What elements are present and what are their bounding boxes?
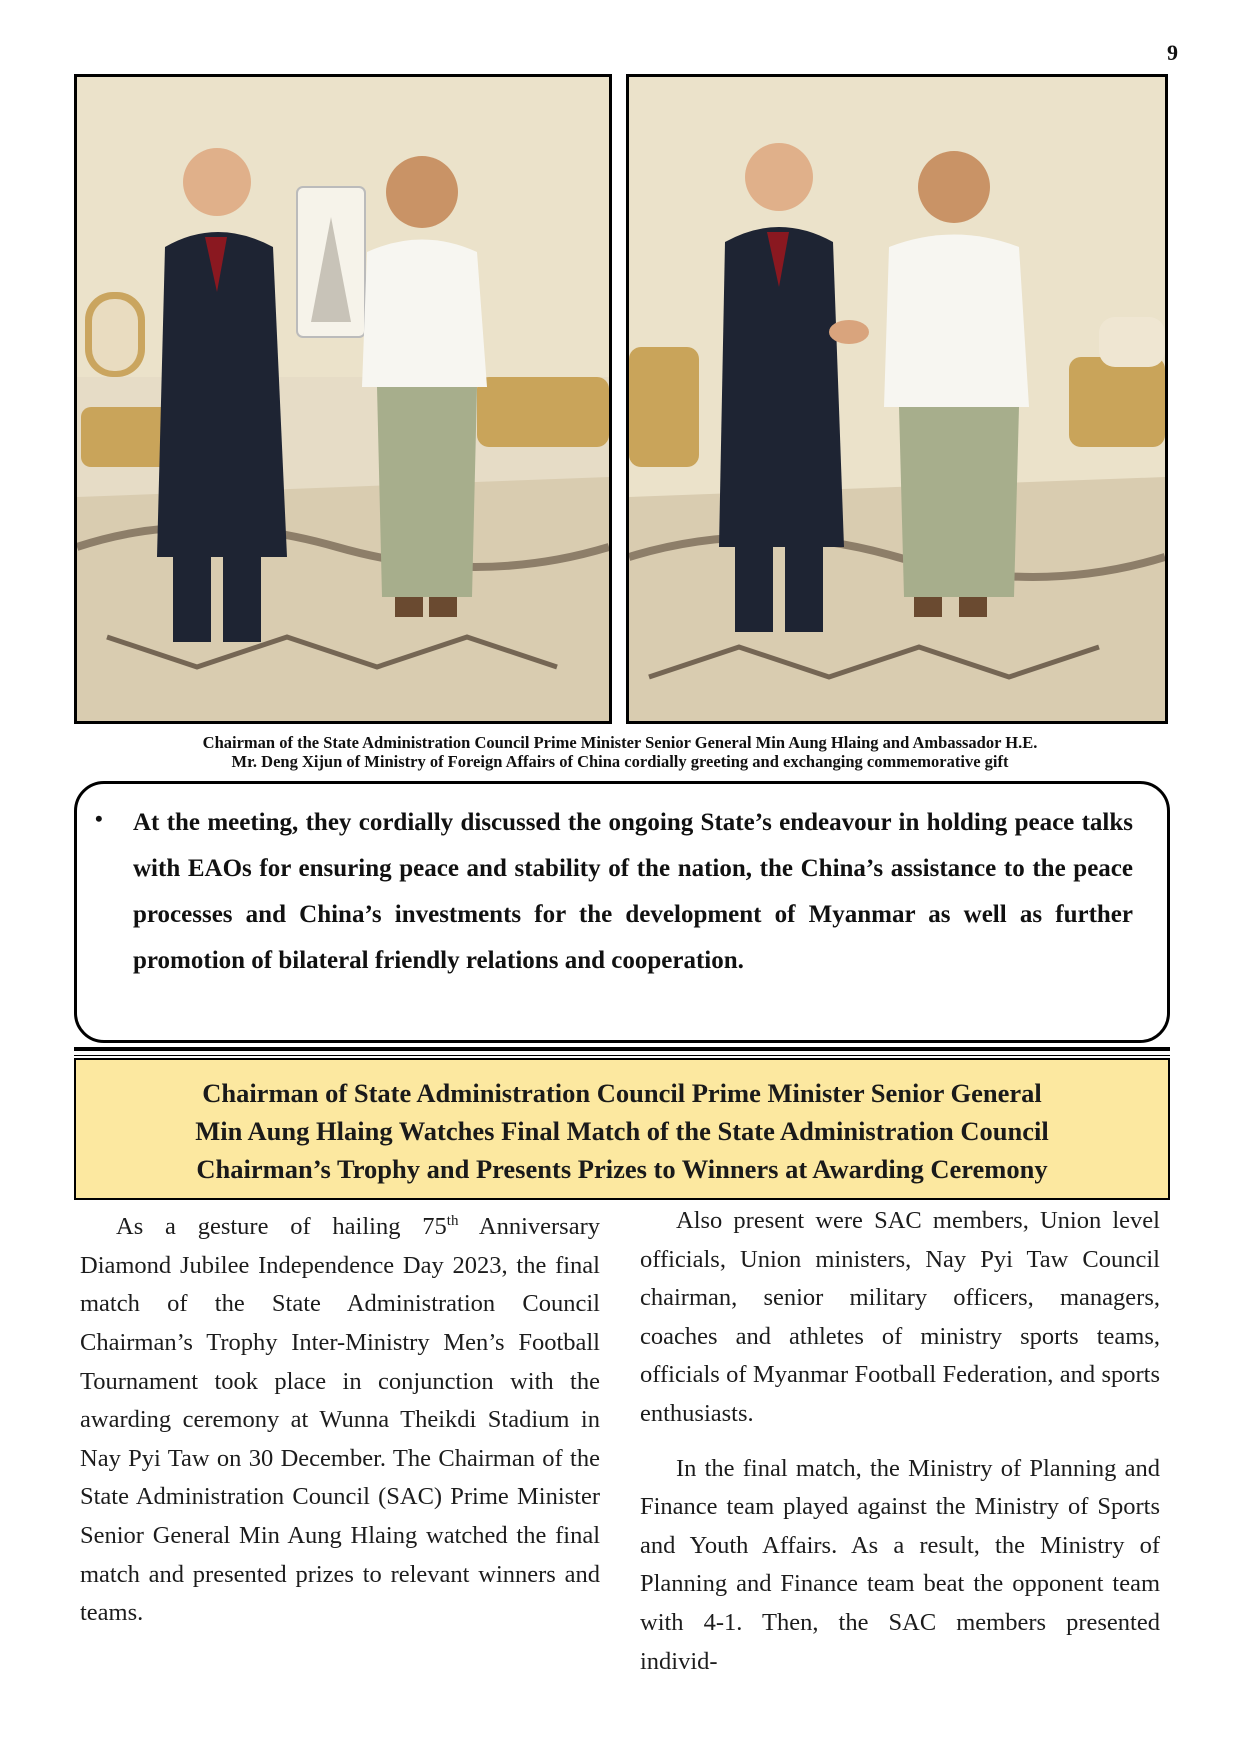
callout-text: At the meeting, they cordially discussed the ongoing State’s endeavour in holding peace talks with EAOs for ensuring peace and stability of the nation, the China’s assistance to the peace processes and China’s investments for the development of Myanmar as well as further promotion of bilateral friendly relations and cooperation. <box>133 809 1133 974</box>
divider <box>74 1047 1170 1051</box>
ordinal-superscript: th <box>446 1213 459 1229</box>
divider <box>74 1055 1170 1056</box>
article-paragraph: In the final match, the Ministry of Planning and Finance team played against the Ministry of Sports and Youth Affairs. As a result, the Ministry of Planning and Finance team beat the opponent team with 4-1. Then, the SAC members presented individ- <box>640 1454 1160 1675</box>
photo-caption <box>70 733 1170 771</box>
photo-illustration <box>77 77 609 721</box>
article-column-left <box>80 1202 600 1633</box>
article-headline <box>74 1058 1170 1200</box>
article-paragraph: Also present were SAC members, Union level officials, Union ministers, Nay Pyi Taw Council chairman, senior military officers, managers, coaches and athletes of ministry sports teams, officials of Myanmar Football Federation, and sports enthusiasts. <box>640 1207 1160 1427</box>
caption-line: Mr. Deng Xijun of Ministry of Foreign Affairs of China cordially greeting and exchanging commemorative gift <box>231 752 1009 771</box>
bullet-icon: • <box>95 806 103 831</box>
caption-line: Chairman of the State Administration Council Prime Minister Senior General Min Aung Hlaing and Ambassador H.E. <box>202 733 1038 752</box>
paragraph-text: As a gesture of hailing 75 <box>116 1213 447 1241</box>
paragraph-text: Anniversary Diamond Jubilee Independence Day 2023, the final match of the State Administration Council Chairman’s Trophy Inter-Ministry Men’s Football Tournament took place in conjunction with the awarding ceremony at Wunna Theikdi Stadium in Nay Pyi Taw on 30 December. The Chairman of the State Administration Council (SAC) Prime Minister Senior General Min Aung Hlaing watched the final match and presented prizes to relevant winners and teams. <box>80 1213 600 1627</box>
photo-trophy-exchange <box>74 74 612 724</box>
headline-line: Chairman of State Administration Council Prime Minister Senior General <box>202 1078 1042 1108</box>
photo-handshake <box>626 74 1168 724</box>
page-number: 9 <box>1167 40 1178 65</box>
highlight-callout <box>74 781 1170 1043</box>
photo-illustration <box>629 77 1165 721</box>
headline-line: Min Aung Hlaing Watches Final Match of the State Administration Council <box>195 1116 1049 1146</box>
article-column-right <box>640 1202 1160 1681</box>
headline-line: Chairman’s Trophy and Presents Prizes to Winners at Awarding Ceremony <box>196 1154 1048 1184</box>
article-paragraph <box>80 1202 600 1633</box>
